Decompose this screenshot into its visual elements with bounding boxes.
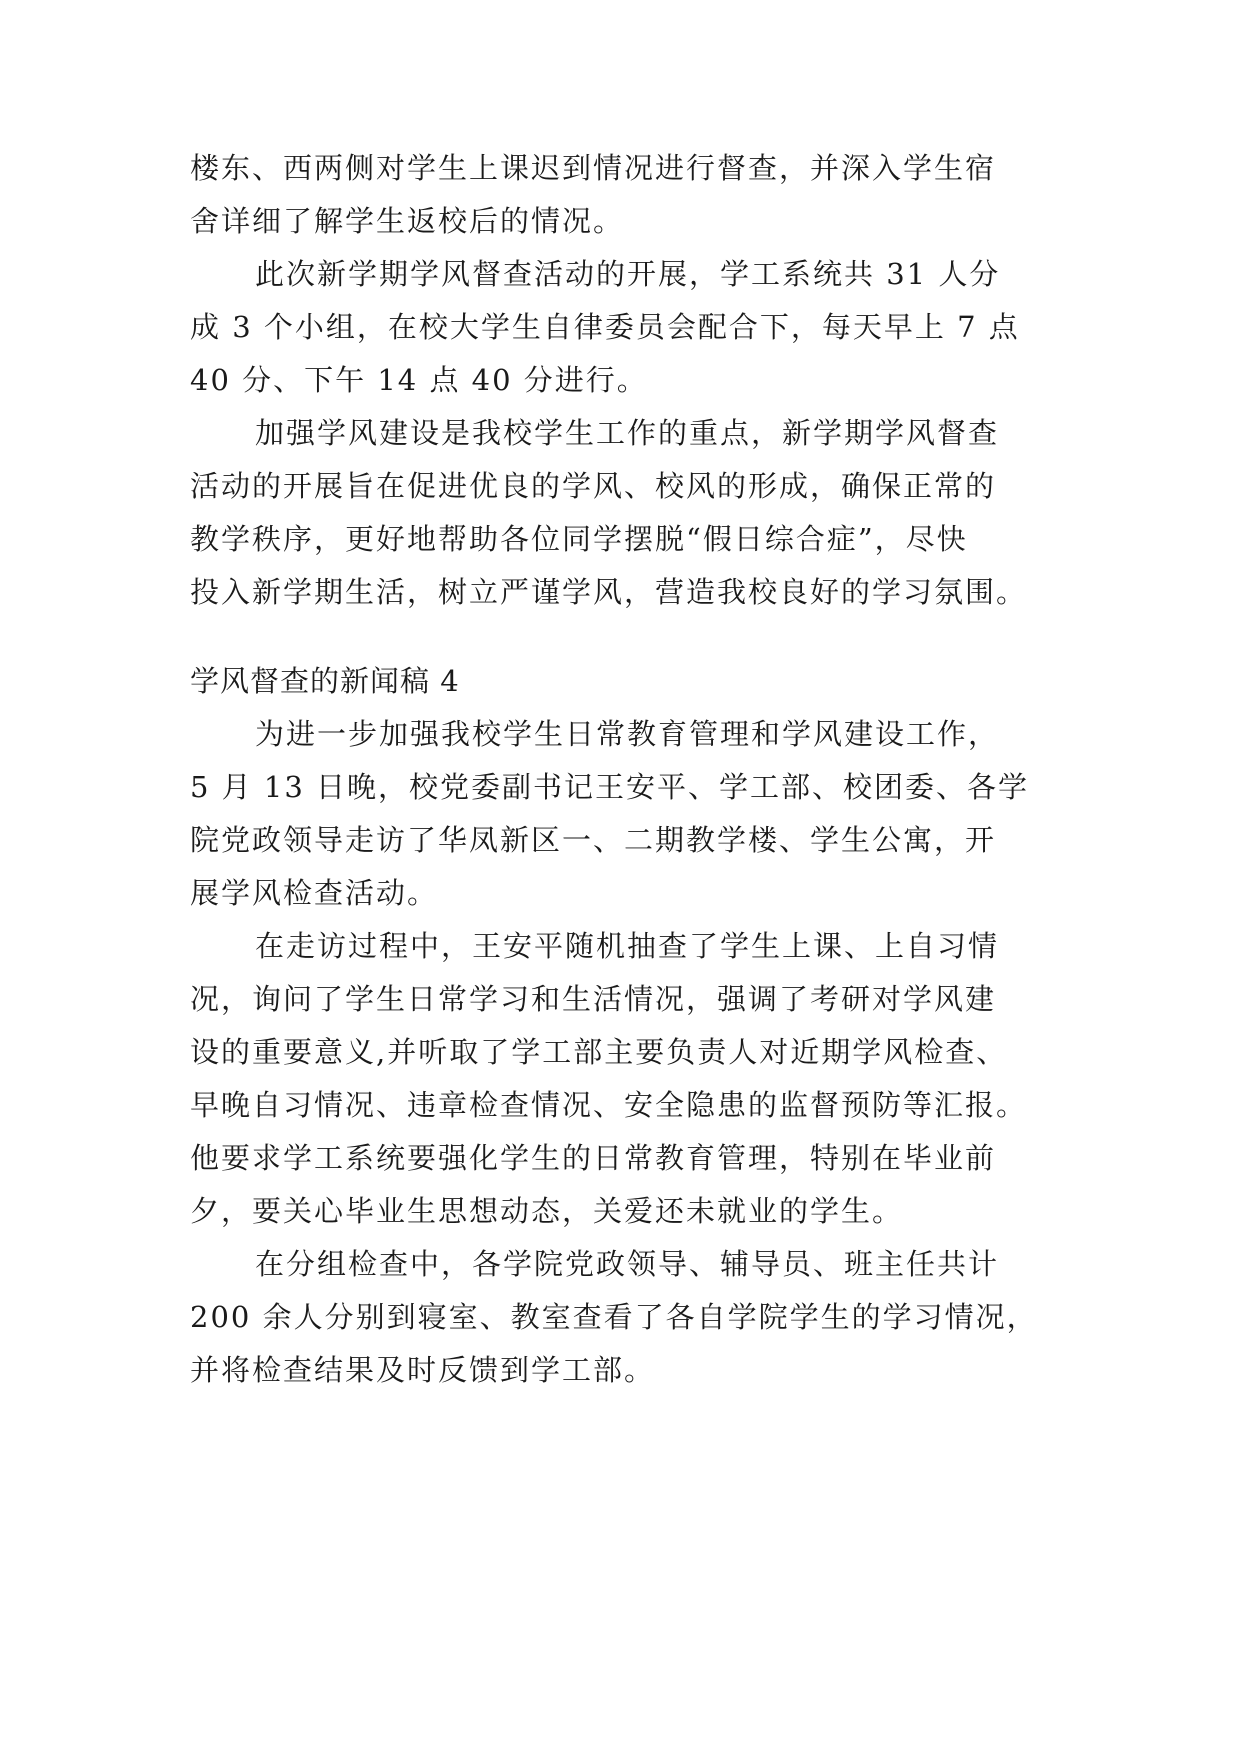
paragraph-line: 楼东、西两侧对学生上课迟到情况进行督查，并深入学生宿: [190, 151, 997, 185]
paragraph-line: 况，询问了学生日常学习和生活情况，强调了考研对学风建: [190, 982, 997, 1016]
paragraph-line: 并将检查结果及时反馈到学工部。: [190, 1353, 656, 1387]
paragraph-line: 成 3 个小组，在校大学生自律委员会配合下，每天早上 7 点: [190, 310, 1020, 344]
paragraph-line: 投入新学期生活，树立严谨学风，营造我校良好的学习氛围。: [190, 575, 1028, 609]
paragraph-line: 舍详细了解学生返校后的情况。: [190, 204, 625, 238]
section-heading: 学风督查的新闻稿 4: [190, 664, 460, 698]
paragraph-line: 早晚自习情况、违章检查情况、安全隐患的监督预防等汇报。: [190, 1088, 1028, 1122]
paragraph-line: 展学风检查活动。: [190, 876, 439, 910]
paragraph-line: 设的重要意义,并听取了学工部主要负责人对近期学风检查、: [190, 1035, 1008, 1069]
paragraph-line: 院党政领导走访了华凤新区一、二期教学楼、学生公寓，开: [190, 823, 997, 857]
paragraph-line: 在分组检查中，各学院党政领导、辅导员、班主任共计: [255, 1247, 1000, 1281]
paragraph-line: 200 余人分别到寝室、教室查看了各自学院学生的学习情况，: [190, 1300, 1038, 1334]
paragraph-line: 夕，要关心毕业生思想动态，关爱还未就业的学生。: [190, 1194, 904, 1228]
paragraph-line: 5 月 13 日晚，校党委副书记王安平、学工部、校团委、各学: [190, 770, 1030, 804]
paragraph-line: 活动的开展旨在促进优良的学风、校风的形成，确保正常的: [190, 469, 997, 503]
paragraph-line: 此次新学期学风督查活动的开展，学工系统共 31 人分: [255, 257, 1001, 291]
paragraph-line: 他要求学工系统要强化学生的日常教育管理，特别在毕业前: [190, 1141, 997, 1175]
paragraph-line: 为进一步加强我校学生日常教育管理和学风建设工作，: [255, 717, 1000, 751]
paragraph-line: 教学秩序，更好地帮助各位同学摆脱“假日综合症”，尽快: [190, 522, 968, 556]
paragraph-line: 40 分、下午 14 点 40 分进行。: [190, 363, 648, 397]
paragraph-line: 加强学风建设是我校学生工作的重点，新学期学风督查: [255, 416, 1000, 450]
paragraph-line: 在走访过程中，王安平随机抽查了学生上课、上自习情: [255, 929, 1000, 963]
